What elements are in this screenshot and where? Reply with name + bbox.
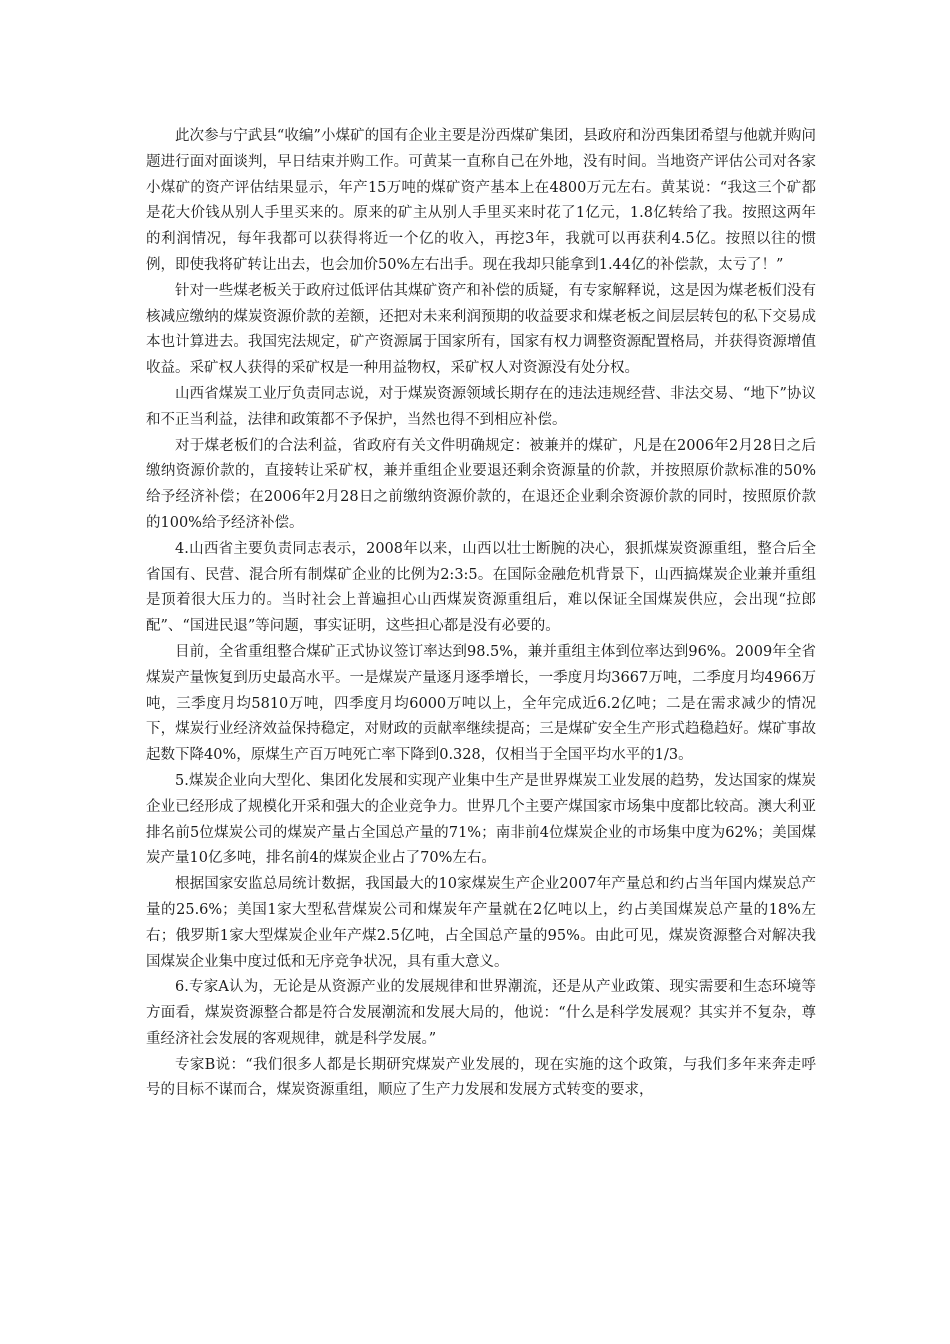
paragraph-10: 专家B说：“我们很多人都是长期研究煤炭产业发展的，现在实施的这个政策，与我们多年来奔走呼号的目标不谋而合，煤炭资源重组，顺应了生产力发展和发展方式转变的要求， — [146, 1056, 816, 1099]
paragraph-5: 4.山西省主要负责同志表示，2008年以来，山西以壮士断腕的决心，狠抓煤炭资源重组，整合后全省国有、民营、混合所有制煤矿企业的比例为2:3:5。在国际金融危机背景下，山西搞煤炭企业兼并重组是顶着很大压力的。当时社会上普遍担心山西煤炭资源重组后，难以保证全国煤炭供应，会出现“拉郎配”、“国进民退”等问题，事实证明，这些担心都是没有必要的。 — [146, 540, 816, 635]
paragraph-8: 根据国家安监总局统计数据，我国最大的10家煤炭生产企业2007年产量总和约占当年国内煤炭总产量的25.6%；美国1家大型私营煤炭公司和煤炭年产量就在2亿吨以上，约占美国煤炭总产量的18%左右；俄罗斯1家大型煤炭企业年产煤2.5亿吨，占全国总产量的95%。由此可见，煤炭资源整合对解决我国煤炭企业集中度过低和无序竞争状况，具有重大意义。 — [146, 876, 816, 970]
paragraph-4: 对于煤老板们的合法利益，省政府有关文件明确规定：被兼并的煤矿，凡是在2006年2月28日之后缴纳资源价款的，直接转让采矿权，兼并重组企业要退还剩余资源量的价款，并按照原价款标准的50%给予经济补偿；在2006年2月28日之前缴纳资源价款的，在退还企业剩余资源价款的同时，按照原价款的100%给予经济补偿。 — [146, 437, 816, 531]
paragraph-9: 6.专家A认为，无论是从资源产业的发展规律和世界潮流，还是从产业政策、现实需要和生态环境等方面看，煤炭资源整合都是符合发展潮流和发展大局的，他说：“什么是科学发展观？其实并不复杂，尊重经济社会发展的客观规律，就是科学发展。” — [146, 979, 816, 1047]
paragraph-6: 目前，全省重组整合煤矿正式协议签订率达到98.5%，兼并重组主体到位率达到96%。2009年全省煤炭产量恢复到历史最高水平。一是煤炭产量逐月逐季增长，一季度月均3667万吨，二季度月均4966万吨，三季度月均5810万吨，四季度月均6000万吨以上，全年完成近6.2亿吨；二是在需求减少的情况下，煤炭行业经济效益保持稳定，对财政的贡献率继续提高；三是煤矿安全生产形式趋稳趋好。煤矿事故起数下降40%，原煤生产百万吨死亡率下降到0.328，仅相当于全国平均水平的1/3。 — [146, 643, 816, 764]
paragraph-3: 山西省煤炭工业厅负责同志说，对于煤炭资源领域长期存在的违法违规经营、非法交易、“地下”协议和不正当利益，法律和政策都不予保护，当然也得不到相应补偿。 — [146, 385, 816, 428]
document-body — [146, 124, 816, 1104]
paragraph-2: 针对一些煤老板关于政府过低评估其煤矿资产和补偿的质疑，有专家解释说，这是因为煤老板们没有核减应缴纳的煤炭资源价款的差额，还把对未来利润预期的收益要求和煤老板之间层层转包的私下交易成本也计算进去。我国宪法规定，矿产资源属于国家所有，国家有权力调整资源配置格局，并获得资源增值收益。采矿权人获得的采矿权是一种用益物权，采矿权人对资源没有处分权。 — [146, 282, 816, 377]
paragraph-1: 此次参与宁武县“收编”小煤矿的国有企业主要是汾西煤矿集团，县政府和汾西集团希望与他就并购问题进行面对面谈判，早日结束并购工作。可黄某一直称自己在外地，没有时间。当地资产评估公司对各家小煤矿的资产评估结果显示，年产15万吨的煤矿资产基本上在4800万元左右。黄某说：“我这三个矿都是花大价钱从别人手里买来的。原来的矿主从别人手里买来时花了1亿元，1.8亿转给了我。按照这两年的利润情况，每年我都可以获得将近一个亿的收入，再挖3年，我就可以再获利4.5亿。按照以往的惯例，即使我将矿转让出去，也会加价50%左右出手。现在我却只能拿到1.44亿的补偿款，太亏了！” — [146, 128, 816, 273]
paragraph-7: 5.煤炭企业向大型化、集团化发展和实现产业集中生产是世界煤炭工业发展的趋势，发达国家的煤炭企业已经形成了规模化开采和强大的企业竞争力。世界几个主要产煤国家市场集中度都比较高。澳大利亚排名前5位煤炭公司的煤炭产量占全国总产量的71%；南非前4位煤炭企业的市场集中度为62%；美国煤炭产量10亿多吨，排名前4的煤炭企业占了70%左右。 — [146, 772, 816, 867]
